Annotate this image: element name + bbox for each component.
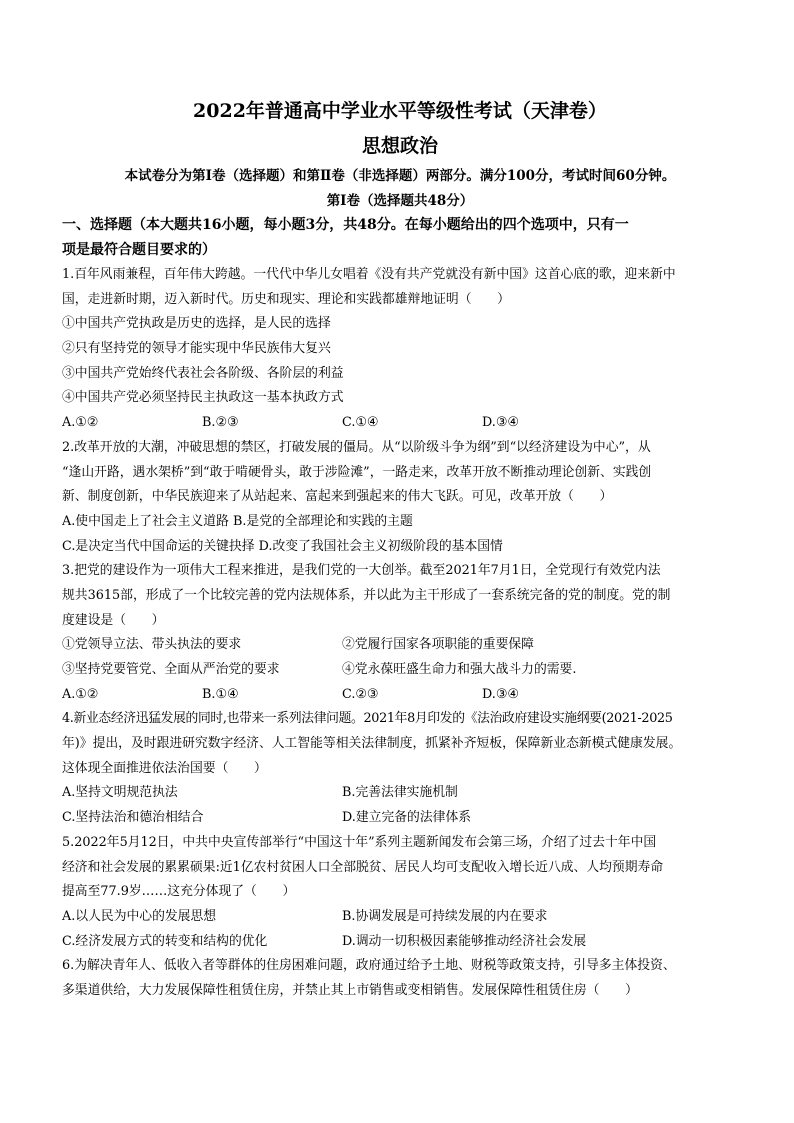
option-d: D.调动一切积极因素能够推动经济社会发展 — [342, 933, 587, 949]
option-b: B.①④ — [202, 686, 239, 702]
subject-title: 思想政治 — [361, 135, 438, 157]
question-stem: 经济和社会发展的累累硕果:近1亿农村贫困人口全部脱贫、居民人均可支配收入增长近八成、人均预期寿命 — [62, 859, 664, 875]
part-heading: 第Ⅰ卷（选择题共48分） — [326, 193, 474, 209]
statements-row-1 — [62, 633, 738, 658]
question-stem: 3.把党的建设作为一项伟大工程来推进，是我们党的一大创举。截至2021年7月1日，全党现行有效党内法 — [62, 563, 661, 579]
options-row-2 — [62, 930, 738, 955]
option-c: C.坚持法治和德治相结合 — [62, 810, 204, 826]
option-c: C.②③ — [342, 686, 379, 702]
section-heading-line-1: 一、选择题（本大题共16小题，每小题3分，共48分。在每小题给出的四个选项中，只有一 — [62, 217, 629, 233]
options-row-2 — [62, 806, 738, 831]
question-6 — [62, 954, 738, 1003]
statement-1: ①党领导立法、带头执法的要求 — [62, 637, 242, 653]
statement-3: ③坚持党要管党、全面从严治党的要求 — [62, 662, 280, 677]
statement-4: ④中国共产党必须坚持民主执政这一基本执政方式 — [62, 390, 344, 406]
options-row-1 — [62, 781, 738, 806]
question-stem: 5.2022年5月12日，中共中央宣传部举行“中国这十年”系列主题新闻发布会第三场，介绍了过去十年中国 — [62, 834, 657, 850]
question-3 — [62, 559, 738, 707]
option-a: A.以人民为中心的发展思想 — [62, 908, 217, 924]
question-stem: 新、制度创新，中华民族迎来了从站起来、富起来到强起来的伟大飞跃。可见，改革开放（ ） — [62, 489, 613, 505]
answer-options — [62, 683, 738, 708]
question-stem: 提高至77.9岁……这充分体现了（ ） — [62, 884, 296, 900]
question-stem: 6.为解决青年人、低收入者等群体的住房困难问题，政府通过给予土地、财税等政策支持，引导多主体投资、 — [62, 958, 676, 974]
option-b: B.完善法律实施机制 — [342, 785, 458, 801]
option-d: D.③④ — [482, 686, 519, 702]
answer-options — [62, 411, 738, 436]
options-ab: A.使中国走上了社会主义道路 B.是党的全部理论和实践的主题 — [62, 513, 413, 529]
statement-1: ①中国共产党执政是历史的选择，是人民的选择 — [62, 316, 331, 332]
question-stem: “逢山开路，遇水架桥”到“敢于啃硬骨头，敢于涉险滩”，一路走来，改革开放不断推动理论创新、实践创 — [62, 464, 652, 480]
option-d: D.建立完备的法律体系 — [342, 810, 472, 826]
question-2 — [62, 436, 738, 559]
question-stem: 4.新业态经济迅猛发展的同时,也带来一系列法律问题。2021年8月印发的《法治政府建设实施纲要(2021-2025 — [62, 711, 673, 727]
option-a: A.①② — [62, 415, 99, 431]
option-a: A.①② — [62, 686, 99, 702]
question-5 — [62, 831, 738, 954]
option-d: D.③④ — [482, 415, 519, 431]
statement-4: ④党永葆旺盛生命力和强大战斗力的需要. — [342, 662, 577, 677]
question-stem: 度建设是（ ） — [62, 612, 165, 628]
statements-row-2 — [62, 658, 738, 683]
statement-2: ②党履行国家各项职能的重要保障 — [342, 637, 534, 653]
option-a: A.坚持文明规范执法 — [62, 785, 178, 801]
question-stem: 2.改革开放的大潮，冲破思想的禁区，打破发展的僵局。从“以阶级斗争为纲”到“以经济建设为中心”，从 — [62, 439, 651, 455]
question-stem: 1.百年风雨兼程，百年伟大跨越。一代代中华儿女唱着《没有共产党就没有新中国》这首心底的歌，迎来新中 — [62, 267, 676, 282]
section-heading-line-2: 项是最符合题目要求的） — [62, 242, 216, 258]
option-c: C.①④ — [342, 415, 379, 431]
question-stem: 多渠道供给，大力发展保障性租赁住房，并禁止其上市销售或变相销售。发展保障性租赁住房（ ） — [62, 982, 638, 998]
question-1 — [62, 263, 738, 436]
question-stem: 规共3615部，形成了一个比较完善的党内法规体系，并以此为主干形成了一套系统完备的党的制度。党的制 — [62, 587, 671, 603]
statement-3: ③中国共产党始终代表社会各阶级、各阶层的利益 — [62, 365, 344, 381]
question-stem: 国，走进新时期，迈入新时代。历史和现实、理论和实践都雄辩地证明（ ） — [62, 291, 510, 307]
question-4 — [62, 707, 738, 830]
exam-page — [62, 98, 738, 1004]
options-cd: C.是决定当代中国命运的关键抉择 D.改变了我国社会主义初级阶段的基本国情 — [62, 538, 503, 554]
option-b: B.②③ — [202, 415, 239, 431]
exam-instructions: 本试卷分为第Ⅰ卷（选择题）和第Ⅱ卷（非选择题）两部分。满分100分，考试时间60分钟。 — [124, 168, 676, 184]
section-heading — [62, 213, 738, 263]
option-c: C.经济发展方式的转变和结构的优化 — [62, 933, 268, 949]
question-stem: 年)》提出，及时跟进研究数字经济、人工智能等相关法律制度，抓紧补齐短板，保障新业态新模式健康发展。 — [62, 736, 682, 752]
question-stem: 这体现全面推进依法治国要（ ） — [62, 760, 267, 776]
exam-title: 2022年普通高中学业水平等级性考试（天津卷） — [193, 100, 607, 122]
options-row-1 — [62, 905, 738, 930]
statement-2: ②只有坚持党的领导才能实现中华民族伟大复兴 — [62, 341, 331, 357]
option-b: B.协调发展是可持续发展的内在要求 — [342, 908, 548, 924]
